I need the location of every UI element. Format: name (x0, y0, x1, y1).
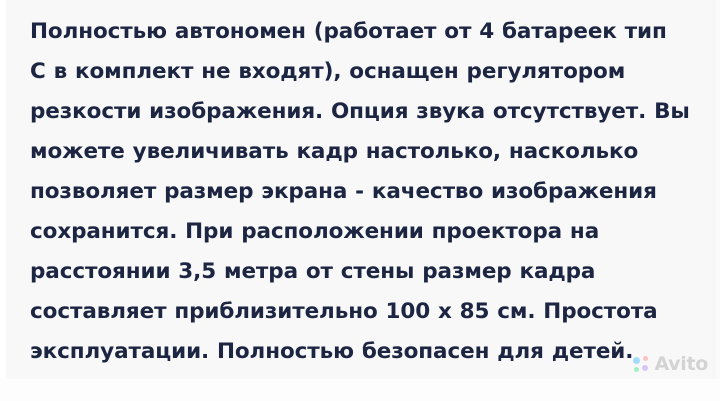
left-edge-strip (0, 0, 6, 401)
bottom-strip (0, 379, 720, 401)
avito-logo-icon (633, 356, 650, 373)
document-body-text: Полностью автономен (работает от 4 батареек тип С в комплект не входят), оснащен регулятором резкости изображения. Опция звука отсутствует. Вы можете увеличивать кадр настолько, насколько позволяет размер экрана - качество изображения сохранится. При расположении проектора на расстоянии 3,5 метра от стены размер кадра составляет приблизительно 100 х 85 см. Простота эксплуатации. Полностью безопасен для детей. (30, 19, 690, 364)
avito-watermark-label: Avito (654, 353, 708, 375)
right-edge-strip (716, 0, 720, 401)
avito-watermark (633, 353, 708, 375)
